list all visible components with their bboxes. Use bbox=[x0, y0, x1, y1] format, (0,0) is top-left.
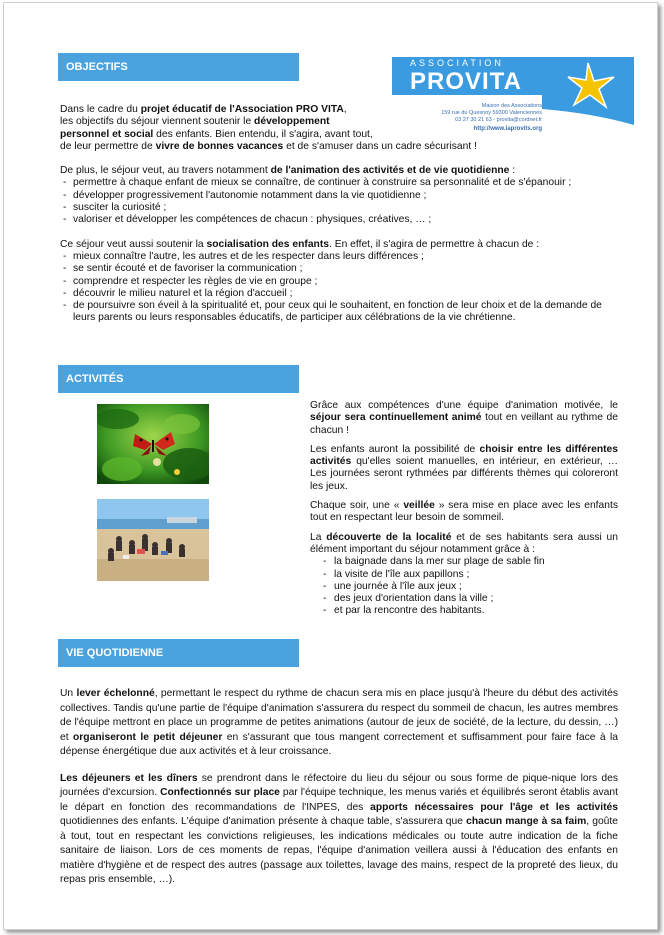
list-item: - susciter la curiosité ; bbox=[60, 202, 626, 214]
text-run: en s'assurant que tous mangent correctement et suffisamment pour faire face à la dépense énergétique due aux activités et à leur croissance. bbox=[60, 731, 618, 757]
bold-text: socialisation des enfants bbox=[206, 238, 329, 250]
objectifs-intro bbox=[60, 104, 626, 153]
vie-quotidienne-p1 bbox=[60, 687, 618, 760]
bold-text: projet éducatif de l'Association PRO VITA bbox=[140, 104, 344, 115]
bold-text: Les déjeuners et les dîners bbox=[60, 772, 198, 784]
bold-text: séjour sera continuellement animé bbox=[310, 412, 482, 424]
activites-p4 bbox=[310, 532, 618, 557]
objectifs-p3 bbox=[60, 239, 626, 251]
objectifs-list-1 bbox=[60, 177, 626, 226]
text-run: Un bbox=[60, 688, 77, 699]
list-item: - valoriser et développer les compétences de chacun : physiques, créatives, … ; bbox=[60, 214, 626, 226]
objectifs-list-2 bbox=[60, 251, 626, 325]
list-item: - une journée à l'île aux jeux ; bbox=[310, 581, 618, 593]
text-run: tout en veillant au rythme de chacun ! bbox=[310, 412, 618, 436]
list-item: - découvrir le milieu naturel et la région d'accueil ; bbox=[60, 288, 626, 300]
vie-quotidienne-p2 bbox=[60, 772, 618, 888]
text-run: Chaque soir, une « bbox=[310, 500, 404, 512]
section-header-objectifs: OBJECTIFS bbox=[58, 53, 299, 81]
logo-address-line-4: http://www.laprovits.org bbox=[473, 126, 542, 132]
text-run: des enfants. Bien entendu, il s'agira, avant tout, de leur permettre de bbox=[60, 128, 373, 152]
activites-list bbox=[310, 556, 618, 617]
text-run: Grâce aux compétences d'une équipe d'animation motivée, le bbox=[310, 400, 618, 411]
bold-text: lever échelonné bbox=[76, 688, 155, 699]
list-item: - des jeux d'orientation dans la ville ; bbox=[310, 593, 618, 605]
list-item: - la baignade dans la mer sur plage de sable fin bbox=[310, 556, 618, 568]
text-run: Ce séjour veut aussi soutenir la bbox=[60, 238, 207, 250]
activites-p2 bbox=[310, 444, 618, 493]
butterfly-photo bbox=[97, 404, 209, 484]
list-item: - comprendre et respecter les règles de vie en groupe ; bbox=[60, 276, 626, 288]
text-run: : bbox=[509, 165, 516, 177]
text-run: et de ses habitants sera aussi un élément important du séjour notamment grâce à : bbox=[310, 531, 619, 555]
text-run: » sera mise en place avec les enfants tout en respectant leur besoin de sommeil. bbox=[310, 500, 618, 524]
list-item: - et par la rencontre des habitants. bbox=[310, 605, 618, 617]
list-item: - se sentir écouté et de favoriser la communication ; bbox=[60, 263, 626, 275]
text-run: par l'équipe technique, les menus variés et équilibrés seront établis avant le départ en fonction des recommandations de l'INPES, des bbox=[60, 787, 619, 813]
text-run: quotidiennes des enfants. L'équipe d'animation présente à chaque table, s'assurera que bbox=[60, 816, 467, 827]
text-run: , goûte à tout, tout en respectant les convictions religieuses, les indications médicales ou toute autre indication de la fiche sanitaire de liaison. Lors de ces moments de repas, l'équipe d'animation veillera aussi à l'éducation des enfants en matière d'hygiène et de respect des autres (passage aux toilettes, lavage des mains, respect de la propreté des lieux, du repas pris ensemble, …). bbox=[60, 816, 618, 885]
activites-p1 bbox=[310, 400, 618, 437]
logo-address-line-3: 03 27 30 21 63 - provita@cordnet.fr bbox=[455, 117, 542, 123]
bold-text: veillée bbox=[403, 500, 435, 512]
text-run: De plus, le séjour veut, au travers notamment bbox=[60, 165, 271, 177]
bold-text: organiseront le petit déjeuner bbox=[73, 731, 223, 743]
objectifs-text bbox=[60, 104, 626, 325]
bold-text: développement personnel et social bbox=[60, 116, 330, 140]
bold-text: choisir entre les différentes activités bbox=[310, 443, 618, 468]
text-run: se prendront dans le réfectoire du lieu du séjour ou sous forme de pique-nique lors des journées d'excursion. bbox=[60, 772, 618, 798]
bold-text: vivre de bonnes vacances bbox=[155, 140, 284, 152]
text-run: Dans le cadre du bbox=[60, 104, 141, 115]
beach-group-photo bbox=[97, 499, 209, 581]
activites-p3 bbox=[310, 500, 618, 525]
bold-text: chacun mange à sa faim bbox=[466, 816, 587, 827]
text-run: qu'elles soient manuelles, en intérieur, en extérieur, … Les journées seront rythmées par différents thèmes qui coloreront les jeux. bbox=[310, 456, 618, 492]
logo-name-text: PROVITA bbox=[410, 68, 522, 95]
logo-association-text: ASSOCIATION bbox=[410, 58, 504, 68]
section-header-vie-quotidienne: VIE QUOTIDIENNE bbox=[58, 639, 299, 667]
text-run: , permettant le respect du rythme de chacun sera mis en place jusqu'à l'heure du début des activités collectives. Tandis qu'une partie de l'équipe d'animation s'assurera du respect du sommeil de chacun, les autres membres de l'équipe mettront en place un programme de petites animations (autour de jeux de société, de la lecture, du dessin, …) et bbox=[60, 688, 618, 743]
text-run: , les objectifs du séjour viennent soutenir le bbox=[60, 104, 347, 128]
text-run: . En effet, il s'agira de permettre à chacun de : bbox=[329, 238, 540, 250]
text-run: La bbox=[310, 531, 327, 543]
list-item: - la visite de l'île aux papillons ; bbox=[310, 569, 618, 581]
logo-address-line-2: 159 rue du Quesnoy 59300 Valenciennes bbox=[441, 110, 542, 116]
vie-quotidienne-text bbox=[60, 687, 618, 888]
list-item: - de poursuivre son éveil à la spiritualité et, pour ceux qui le souhaitent, en fonction de leur choix et de la demande de leurs parents ou leurs responsables éducatifs, de participer aux célébrations de la vie chrétienne. bbox=[60, 300, 626, 325]
section-header-activites: ACTIVITÉS bbox=[58, 365, 299, 393]
bold-text: apports nécessaires pour l'âge et les activités bbox=[370, 801, 618, 813]
document-page bbox=[3, 2, 658, 930]
logo-address-line-1: Maison des Associations bbox=[481, 103, 542, 109]
objectifs-p2 bbox=[60, 165, 626, 177]
list-item: - développer progressivement l'autonomie notamment dans la vie quotidienne ; bbox=[60, 190, 626, 202]
activites-text bbox=[310, 400, 618, 618]
list-item: - permettre à chaque enfant de mieux se connaître, de continuer à construire sa personnalité et de s'épanouir ; bbox=[60, 177, 626, 189]
text-run: et de s'amuser dans un cadre sécurisant ! bbox=[283, 140, 477, 152]
bold-text: de l'animation des activités et de vie quotidienne bbox=[270, 165, 510, 177]
bold-text: Confectionnés sur place bbox=[160, 787, 280, 798]
list-item: - mieux connaître l'autre, les autres et de les respecter dans leurs différences ; bbox=[60, 251, 626, 263]
bold-text: découverte de la localité bbox=[326, 531, 452, 543]
text-run: Les enfants auront la possibilité de bbox=[310, 443, 480, 455]
